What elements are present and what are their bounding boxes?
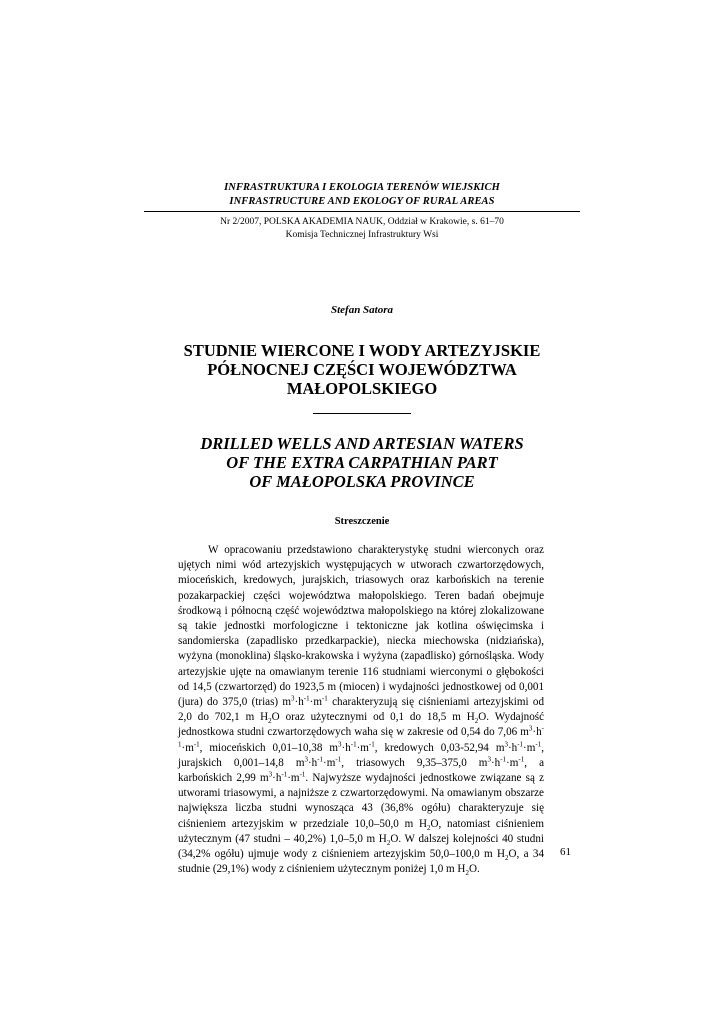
superscript: 3 (268, 770, 273, 779)
abstract-text: ·h (532, 726, 542, 739)
subscript: 2 (505, 854, 509, 863)
page-number: 61 (560, 846, 571, 858)
abstract-text: ·m (309, 696, 322, 709)
abstract-text: ·m (287, 772, 300, 785)
title-en-line: DRILLED WELLS AND ARTESIAN WATERS (200, 434, 524, 453)
abstract-text: ·m (523, 741, 536, 754)
abstract-text: ·m (323, 756, 336, 769)
superscript: -1 (518, 755, 525, 764)
abstract-body (178, 543, 544, 877)
abstract-text: O, natomiast ciśnieniem użytecznym (47 studni – 40,2%) 1,0–5,0 m H (178, 817, 544, 845)
title-pl-line: STUDNIE WIERCONE I WODY ARTEZYJSKIE (183, 341, 541, 360)
superscript: -1 (535, 739, 542, 748)
superscript: -1 (321, 694, 328, 703)
title-en-line: OF MAŁOPOLSKA PROVINCE (249, 472, 475, 491)
header-rule (144, 211, 580, 212)
abstract-text: W opracowaniu przedstawiono charakterystykę studni wierconych oraz ujętych nimi wód artezyjskich występujących w utworach czwartorzędowych, mioceńskich, kredowych, jurajskich, triasowych oraz karbońskich na terenie pozakarpackiej części województwa małopolskiego. Teren badań obejmuje środkową i północną część województwa małopolskiego na której zlokalizowane są takie jednostki morfologiczne i tektoniczne jak kotlina oświęcimska i sandomierska (zapadlisko przedkarpackie), niecka miechowska (nidziańska), wyżyna (monoklina) śląsko-krakowska i wyżyna (zapadlisko) górnośląska. Wody artezyjskie ujęte na omawianym terenie 116 studniami wierconymi o głębokości od 14,5 (czwartorzęd) do 1923,5 m (miocen) i wydajności jednostkowej od 0,001 (jura) do 375,0 (trias) m (178, 544, 544, 709)
subscript: 2 (386, 839, 391, 848)
superscript: -1 (299, 770, 306, 779)
abstract-text: O. Wydajność jednostkowa studni czwartorzędowych waha się w zakresie od 0,54 do 7,06 m (178, 711, 544, 739)
abstract-text: ·h (272, 772, 282, 785)
title-pl-line: MAŁOPOLSKIEGO (286, 379, 438, 398)
superscript: -1 (303, 694, 310, 703)
superscript: 3 (338, 739, 342, 748)
superscript: 3 (504, 739, 508, 748)
superscript: -1 (350, 739, 357, 748)
abstract-text: O. (468, 863, 480, 876)
superscript: -1 (517, 739, 524, 748)
author-name: Stefan Satora (330, 304, 394, 316)
abstract-text: O, a 34 studnie (29,1%) wody z ciśnieniem użytecznym poniżej 1,0 m H (178, 848, 544, 876)
abstract-text: ·h (490, 756, 501, 769)
abstract-text: , a karbońskich 2,99 m (178, 756, 544, 785)
superscript: -1 (368, 739, 375, 748)
subscript: 2 (426, 823, 431, 832)
journal-title-pl: INFRASTRUKTURA I EKOLOGIA TERENÓW WIEJSKICH (224, 182, 500, 193)
title-en-line: OF THE EXTRA CARPATHIAN PART (226, 453, 498, 472)
superscript: 3 (291, 694, 295, 703)
superscript: -1 (317, 755, 324, 764)
issue-info (144, 216, 580, 241)
abstract-text: , kredowych 0,03-52,94 m (374, 741, 505, 754)
superscript: -1 (193, 739, 200, 748)
journal-header (144, 181, 580, 209)
abstract-heading: Streszczenie (334, 516, 390, 527)
title-separator (313, 413, 411, 414)
abstract-text: , mioceńskich 0,01–10,38 m (199, 741, 338, 754)
superscript: -1 (178, 724, 544, 748)
title-english (144, 434, 580, 491)
superscript: -1 (335, 755, 342, 764)
superscript: -1 (281, 770, 288, 779)
subscript: 2 (474, 717, 479, 726)
subscript: 2 (465, 869, 469, 878)
abstract-text: , triasowych 9,35–375,0 m (341, 756, 488, 769)
title-polish (144, 341, 580, 398)
superscript: 3 (528, 724, 533, 733)
commission-line: Komisja Technicznej Infrastruktury Wsi (285, 229, 439, 240)
abstract-text: ·h (307, 756, 318, 769)
abstract-text: ·h (294, 696, 304, 709)
subscript: 2 (268, 717, 272, 726)
abstract-text: charakteryzują się ciśnieniami artezyjskimi od 2,0 do 702,1 m H (178, 696, 544, 724)
journal-title-en: INFRASTRUCTURE AND EKOLOGY OF RURAL AREAS (229, 196, 495, 207)
superscript: 3 (487, 755, 491, 764)
abstract-text: ·m (506, 756, 519, 769)
superscript: -1 (500, 755, 507, 764)
superscript: 3 (304, 755, 308, 764)
abstract-text: , jurajskich 0,001–14,8 m (178, 741, 544, 769)
issue-line: Nr 2/2007, POLSKA AKADEMIA NAUK, Oddział w Krakowie, s. 61–70 (220, 217, 504, 227)
abstract-text: ·h (507, 741, 518, 754)
title-pl-line: PÓŁNOCNEJ CZĘŚCI WOJEWÓDZTWA (207, 360, 517, 379)
abstract-text: ·m (356, 741, 369, 754)
abstract-text: O oraz użytecznymi od 0,1 do 18,5 m H (271, 711, 475, 724)
abstract-text: ·m (181, 741, 194, 754)
abstract-text: O. W dalszej kolejności 40 studni (34,2% ogółu) ujmuje wody z ciśnieniem artezyjskim 50,0–100,0 m H (178, 832, 544, 861)
abstract-text: ·h (341, 741, 351, 754)
abstract-text: . Najwyższe wydajności jednostkowe związane są z utworami triasowymi, a najniższe z czwartorzędowymi. Na omawianym obszarze największa liczba studni wynosząca 43 (36,8% ogółu) charakteryzuje się ciśnieniem artezyjskim w przedziale 10,0–50,0 m H (178, 772, 544, 830)
